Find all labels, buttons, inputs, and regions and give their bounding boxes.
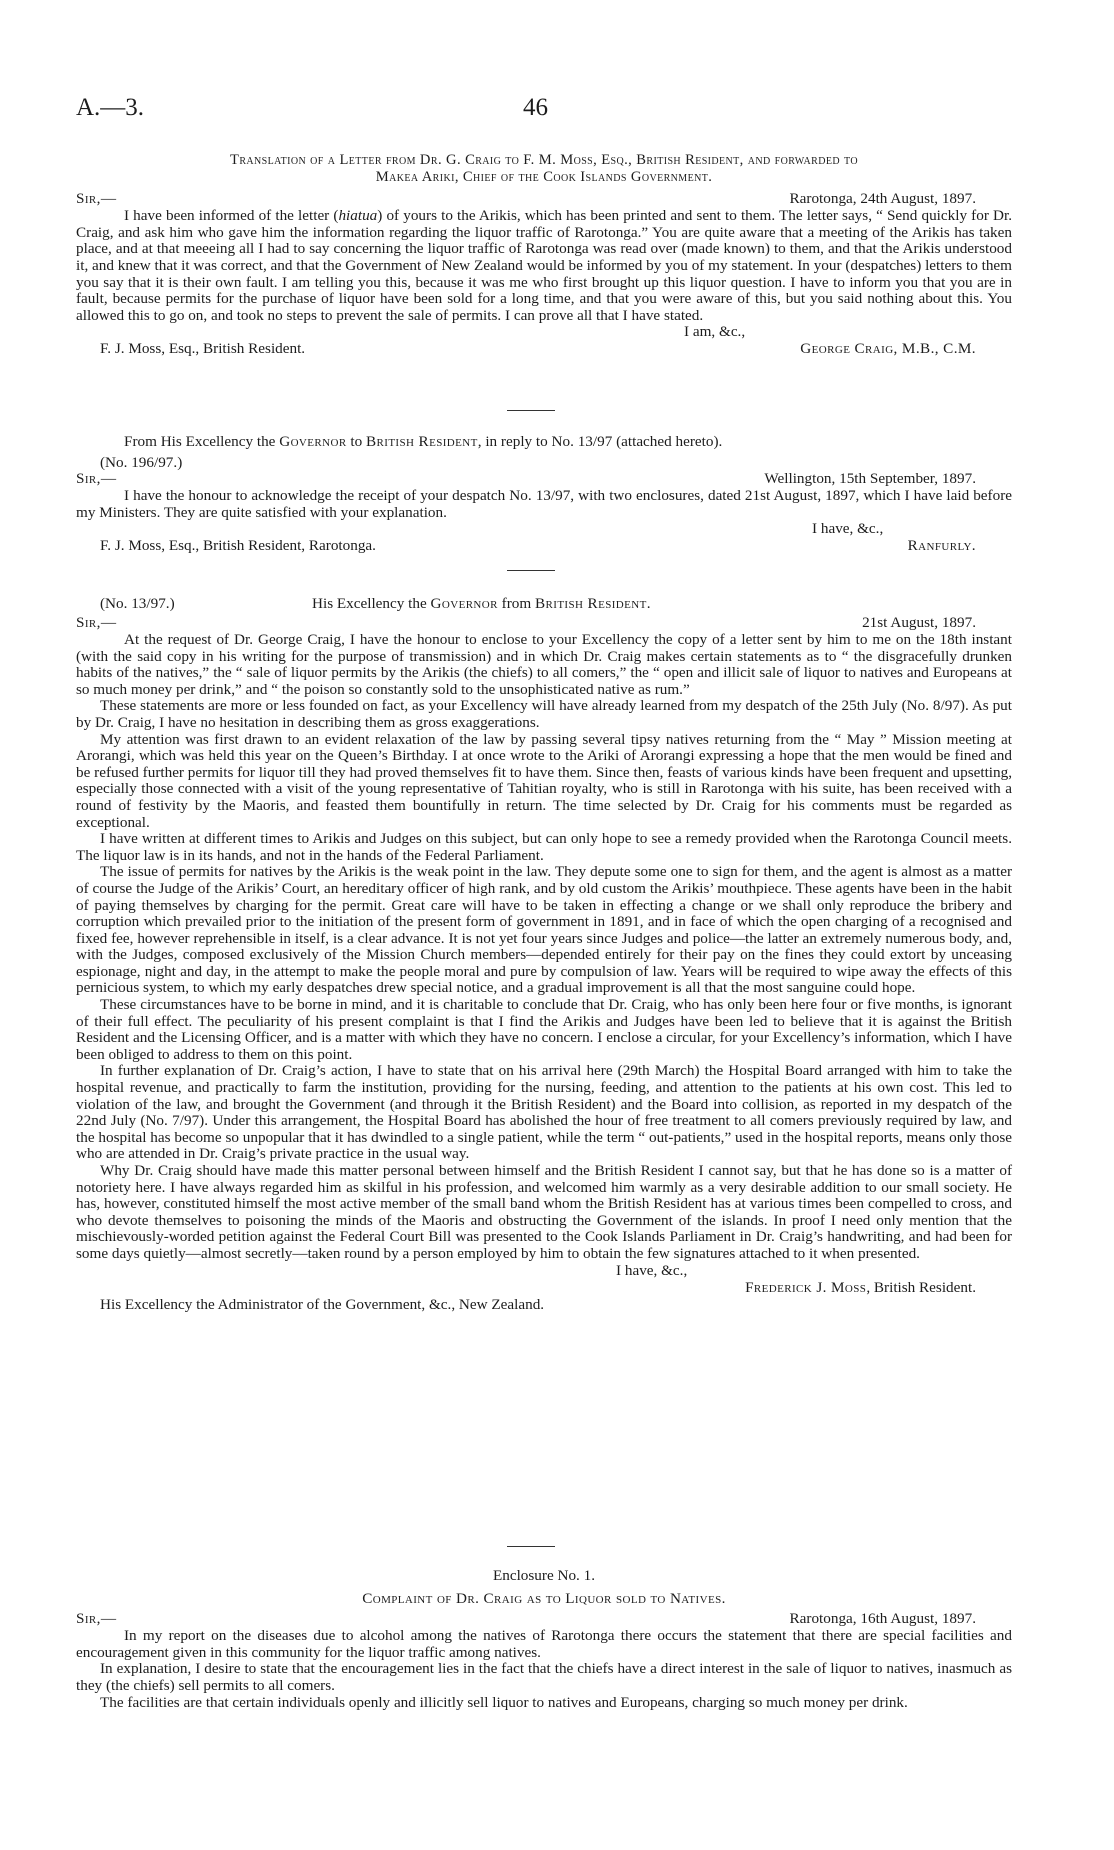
- paragraph: The facilities are that certain individuals openly and illicitly sell liquor to natives and Europeans, charging so much money per drink.: [100, 1693, 908, 1711]
- paragraph: At the request of Dr. George Craig, I have the honour to enclose to your Excellency the copy of a letter sent by him to me on the 18th instant (with the said copy in his writing for the purpose of transmission) and in which Dr. Craig makes certain statements as to “ the disgracefully drunken habits of the natives,” the “ sale of liquor permits by the Arikis (the chiefs) to all comers,” the “ open and illicit sale of liquor to natives and Europeans at so much money per drink,” and “ the poison so constantly sold to the unsophisticated native as rum.”: [76, 631, 1012, 698]
- enclosure-title: Enclosure No. 1.: [492, 1567, 596, 1584]
- letter-heading: [76, 434, 1012, 451]
- body-italic-word: hiatua: [338, 207, 378, 225]
- signature: Ranfurly.: [907, 537, 976, 555]
- paragraph: These circumstances have to be borne in mind, and it is charitable to conclude that Dr. Craig, who has only been here four or five months, is ignorant of their full effect. The peculiarity of his present complaint is that I find the Arikis and Judges have been led to believe that it is against the British Resident and the Licensing Officer, and is a matter with which they have no concern. I enclose a circular, for your Excellency’s information, which I have been obliged to address to them on this point.: [76, 996, 1012, 1063]
- paragraph: In my report on the diseases due to alcohol among the natives of Rarotonga there occurs the statement that there are special facilities and encouragement given in this community for the liquor traffic among natives.: [76, 1627, 1012, 1661]
- letter-governor-reply: [76, 434, 1012, 555]
- addressee: F. J. Moss, Esq., British Resident.: [100, 340, 306, 358]
- heading-text-mid: from: [497, 595, 535, 612]
- enclosure-no-1: [76, 1568, 1012, 1711]
- document-code: A.—3.: [76, 94, 145, 121]
- closing: I have, &c.,: [812, 520, 884, 538]
- letter-title-line-2: Makea Ariki, Chief of the Cook Islands Government.: [375, 168, 713, 185]
- heading-text-mid: to: [346, 433, 366, 450]
- closing: I have, &c.,: [616, 1261, 688, 1279]
- heading-governor: Governor: [279, 433, 347, 450]
- letter-craig-to-moss: [76, 152, 1012, 358]
- paragraph: My attention was first drawn to an evident relaxation of the law by passing several tipsy natives returning from the “ May ” Mission meeting at Arorangi, which was held this year on the Queen’s Birthday. I at once wrote to the Ariki of Arorangi expressing a hope that the men would be fined and be refused further permits for liquor till they had proved themselves fit to have them. Since then, feasts of various kinds have been frequent and upsetting, especially those connected with a visit of the young representative of Tahitian royalty, who is still in Rarotonga with his suite, has been received with a round of festivity by the Maoris, and feasted them bountifully in return. The time selected by Dr. Craig for his comments must be regarded as exceptional.: [76, 730, 1012, 831]
- signature: George Craig, M.B., C.M.: [800, 340, 976, 358]
- signature-title: , British Resident.: [866, 1278, 976, 1296]
- paragraph: In further explanation of Dr. Craig’s action, I have to state that on his arrival here (29th March) the Hospital Board arranged with him to take the hospital revenue, and practically to farm the institution, providing for the nursing, feeding, and attention to the patients at his own cost. This led to violation of the law, and brought the Government (and through it the British Resident) and the Board into collision, as reported in my despatch of the 22nd July (No. 7/97). Under this arrangement, the Hospital Board has abolished the hour of free treatment to all comers previously required by law, and the hospital has become so unpopular that it has dwindled to a single patient, while the term “ out-patients,” used in the hospital reports, means only those who are attended in Dr. Craig’s private practice in the usual way.: [76, 1062, 1012, 1163]
- place-date: Rarotonga, 24th August, 1897.: [789, 190, 976, 208]
- paragraph: In explanation, I desire to state that the encouragement lies in the fact that the chiefs have a direct interest in the sale of liquor to natives, inasmuch as they (the chiefs) sell permits to all comers.: [76, 1660, 1012, 1694]
- paragraph: I have written at different times to Arikis and Judges on this subject, but can only hope to see a remedy provided when the Rarotonga Council meets. The liquor law is in its hands, and not in the hands of the Federal Parliament.: [76, 830, 1012, 864]
- heading-text: His Excellency the: [312, 595, 431, 612]
- page-number: 46: [523, 94, 548, 121]
- body-text-rest: ) of yours to the Arikis, which has been printed and sent to them. The letter says, “ Send quickly for Dr. Craig, and ask him who gave him the information regarding the liquor traffic of Rarotonga.” You are quite aware that a meeting of the Arikis has taken place, and at that meeeing all I had to say concerning the liquor traffic of Rarotonga was read over (made known) to them, and that the Arikis understood it, and knew that it was correct, and that the Government of New Zealand would be informed by you of my statement. In your (despatches) letters to them you say that it is their own fault. I am telling you this, because it was me who first brought up this liquor question. I have to inform you that you are in fault, because permits for the purchase of liquor have been sold for a long time, and that you were aware of this, but you said nothing about this. You allowed this to go on, and took no steps to prevent the sale of permits. I can prove all that I have stated.: [76, 207, 1012, 324]
- addressee: F. J. Moss, Esq., British Resident, Rarotonga.: [100, 537, 376, 555]
- section-divider: [507, 410, 555, 411]
- paragraph: The issue of permits for natives by the Arikis is the weak point in the law. They depute some one to sign for them, and the agent is almost as a matter of course the Judge of the Arikis’ Court, an hereditary officer of high rank, and by old custom the Arikis’ mouthpiece. These agents have been in the habit of paying themselves by charging for the permit. Great care will have to be taken in effecting a change or we shall only reproduce the bribery and corruption which prevailed prior to the initiation of the present form of government in 1891, and in face of which the open charging of a recognised and fixed fee, however reprehensible in itself, is a clear advance. It is not yet four years since Judges and police—the latter an extremely numerous body, and, with the Judges, composed exclusively of the Mission Church members—depended entirely for their pay on the fines they could extort by unceasing espionage, night and day, in the attempt to make the people moral and pure by compulsion of law. Years will be required to wipe away the effects of this pernicious system, to which my early despatches drew special notice, and a gradual improvement is all that the most sanguine could hope.: [76, 863, 1012, 997]
- salutation: Sir,—: [76, 190, 117, 208]
- section-divider: [507, 570, 555, 571]
- letter-title-line-1: Translation of a Letter from Dr. G. Craig to F. M. Moss, Esq., British Resident, and forwarded to: [230, 152, 858, 168]
- section-divider: [507, 1546, 555, 1547]
- heading-text-post: .: [646, 595, 651, 612]
- paragraph: These statements are more or less founded on fact, as your Excellency will have already learned from my despatch of the 25th July (No. 8/97). As put by Dr. Craig, I have no hesitation in describing them as gross exaggerations.: [76, 697, 1012, 731]
- salutation: Sir,—: [76, 1610, 117, 1628]
- despatch-number: (No. 13/97.): [100, 595, 175, 612]
- paragraph: Why Dr. Craig should have made this matter personal between himself and the British Resident I cannot say, but that he has done so is a matter of notoriety here. I have always regarded him as skilful in his profession, and welcomed him warmly as a very desirable addition to our small society. He has, however, constituted himself the most active member of the small band whom the British Resident has at various times been compelled to cross, and who devote themselves to poisoning the minds of the Maoris and obstructing the Government of the islands. In proof I need only mention that the mischievously-worded petition against the Federal Court Bill was presented to the Cook Islands Parliament in Dr. Craig’s handwriting, and had been for some days quietly—almost secretly—taken round by a person employed by him to obtain the few signatures attached to it when presented.: [76, 1162, 1012, 1262]
- letter-heading: [312, 596, 651, 613]
- salutation: Sir,—: [76, 470, 117, 488]
- signature-name: Frederick J. Moss: [745, 1278, 867, 1296]
- despatch-number: (No. 196/97.): [100, 453, 183, 471]
- heading-resident: British Resident: [365, 433, 478, 450]
- letter-body: I have the honour to acknowledge the receipt of your despatch No. 13/97, with two enclosures, dated 21st August, 1897, which I have laid before my Ministers. They are quite satisfied with your explanation.: [76, 487, 1012, 521]
- page-header: [0, 94, 1114, 130]
- place-date: Rarotonga, 16th August, 1897.: [789, 1610, 976, 1628]
- letter-resident-to-governor: [76, 596, 1012, 1314]
- salutation: Sir,—: [76, 614, 117, 631]
- date: 21st August, 1897.: [862, 614, 976, 631]
- addressee: His Excellency the Administrator of the Government, &c., New Zealand.: [100, 1295, 545, 1313]
- heading-text-post: , in reply to No. 13/97 (attached hereto).: [477, 433, 723, 450]
- signature: [745, 1280, 976, 1297]
- enclosure-subtitle: Complaint of Dr. Craig as to Liquor sold to Natives.: [362, 1589, 726, 1607]
- closing: I am, &c.,: [684, 323, 746, 341]
- heading-resident: British Resident: [534, 595, 647, 612]
- heading-text: From His Excellency the: [124, 433, 280, 450]
- place-date: Wellington, 15th September, 1897.: [764, 470, 976, 488]
- heading-governor: Governor: [430, 595, 498, 612]
- body-text-start: I have been informed of the letter (: [124, 207, 339, 225]
- letter-body: [76, 208, 1012, 324]
